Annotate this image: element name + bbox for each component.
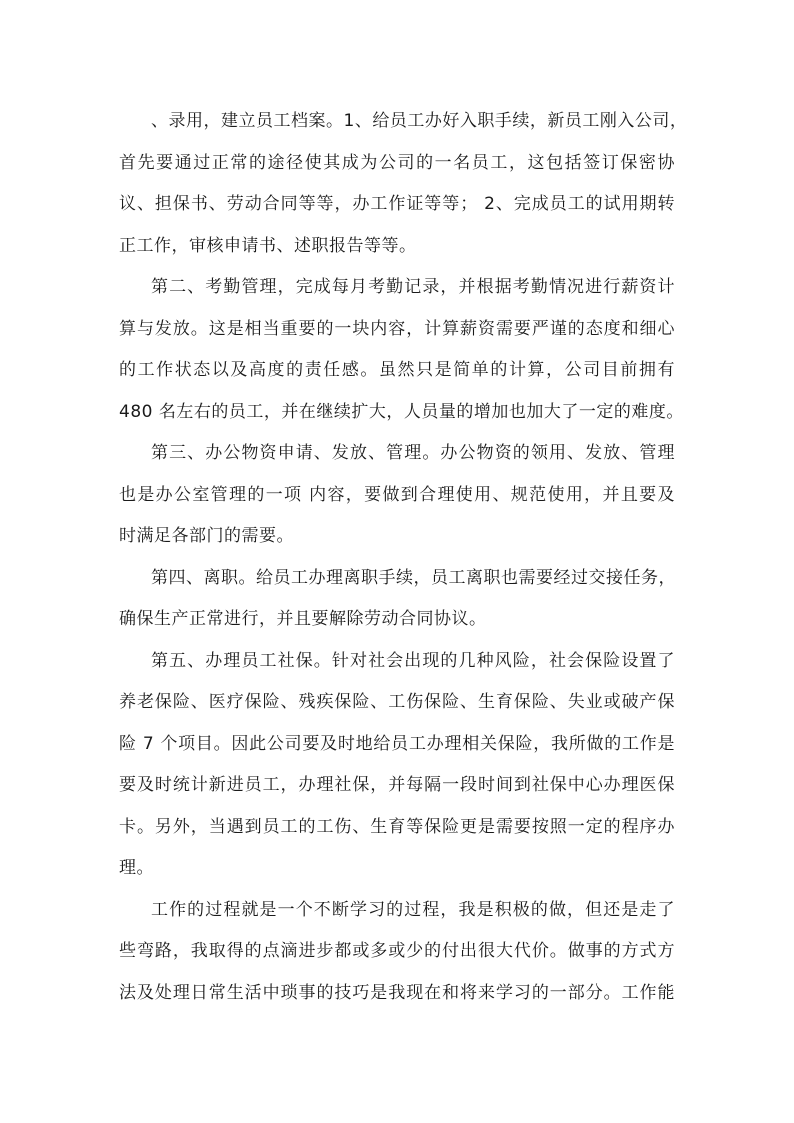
text-line: 险 7 个项目。因此公司要及时地给员工办理相关保险，我所做的工作是 bbox=[119, 733, 675, 754]
text-line: 第二、考勤管理，完成每月考勤记录，并根据考勤情况进行薪资计 bbox=[151, 277, 675, 297]
text-line: 算与发放。这是相当重要的一块内容，计算薪资需要严谨的态度和细心 bbox=[119, 318, 675, 339]
paragraph-resignation bbox=[119, 558, 675, 641]
text-line: 第四、离职。给员工办理离职手续，员工离职也需要经过交接任务， bbox=[151, 567, 676, 588]
text-line: 养老保险、医疗保险、残疾保险、工伤保险、生育保险、失业或破产保 bbox=[119, 692, 675, 712]
text-line: 些弯路，我取得的点滴进步都或多或少的付出很大代价。做事的方式方 bbox=[119, 941, 675, 961]
text-line: 首先要通过正常的途径使其成为公司的一名员工，这包括签订保密协 bbox=[119, 152, 675, 173]
paragraph-attendance bbox=[119, 267, 684, 433]
text-line: 第五、办理员工社保。针对社会出现的几种风险，社会保险设置了 bbox=[151, 650, 675, 671]
paragraph-learning bbox=[119, 890, 675, 1015]
text-line: 也是办公室管理的一项 内容，要做到合理使用、规范使用，并且要及 bbox=[119, 484, 675, 505]
text-line: 理。 bbox=[119, 858, 154, 878]
text-line: 法及处理日常生活中琐事的技巧是我现在和将来学习的一部分。工作能 bbox=[119, 982, 675, 1003]
text-line: 480 名左右的员工，并在继续扩大，人员量的增加也加大了一定的难度。 bbox=[119, 401, 684, 422]
text-line: 时满足各部门的需要。 bbox=[119, 526, 294, 546]
text-line: 议、担保书、劳动合同等等，办工作证等等； 2、完成员工的试用期转 bbox=[119, 194, 675, 214]
text-line: 的工作状态以及高度的责任感。虽然只是简单的计算，公司目前拥有 bbox=[119, 360, 675, 380]
document-body bbox=[119, 101, 688, 1014]
paragraph-social-insurance bbox=[119, 641, 675, 890]
text-line: 、录用，建立员工档案。1、给员工办好入职手续，新员工刚入公司， bbox=[151, 111, 688, 131]
text-line: 卡。另外，当遇到员工的工伤、生育等保险更是需要按照一定的程序办 bbox=[119, 816, 675, 837]
paragraph-office-supplies bbox=[119, 433, 675, 558]
text-line: 确保生产正常进行，并且要解除劳动合同协议。 bbox=[119, 609, 487, 629]
text-line: 工作的过程就是一个不断学习的过程，我是积极的做，但还是走了 bbox=[151, 899, 675, 920]
text-line: 正工作，审核申请书、述职报告等等。 bbox=[119, 235, 417, 256]
text-line: 要及时统计新进员工，办理社保，并每隔一段时间到社保中心办理医保 bbox=[119, 775, 675, 795]
paragraph-recruitment bbox=[119, 101, 688, 267]
text-line: 第三、办公物资申请、发放、管理。办公物资的领用、发放、管理 bbox=[151, 443, 675, 463]
